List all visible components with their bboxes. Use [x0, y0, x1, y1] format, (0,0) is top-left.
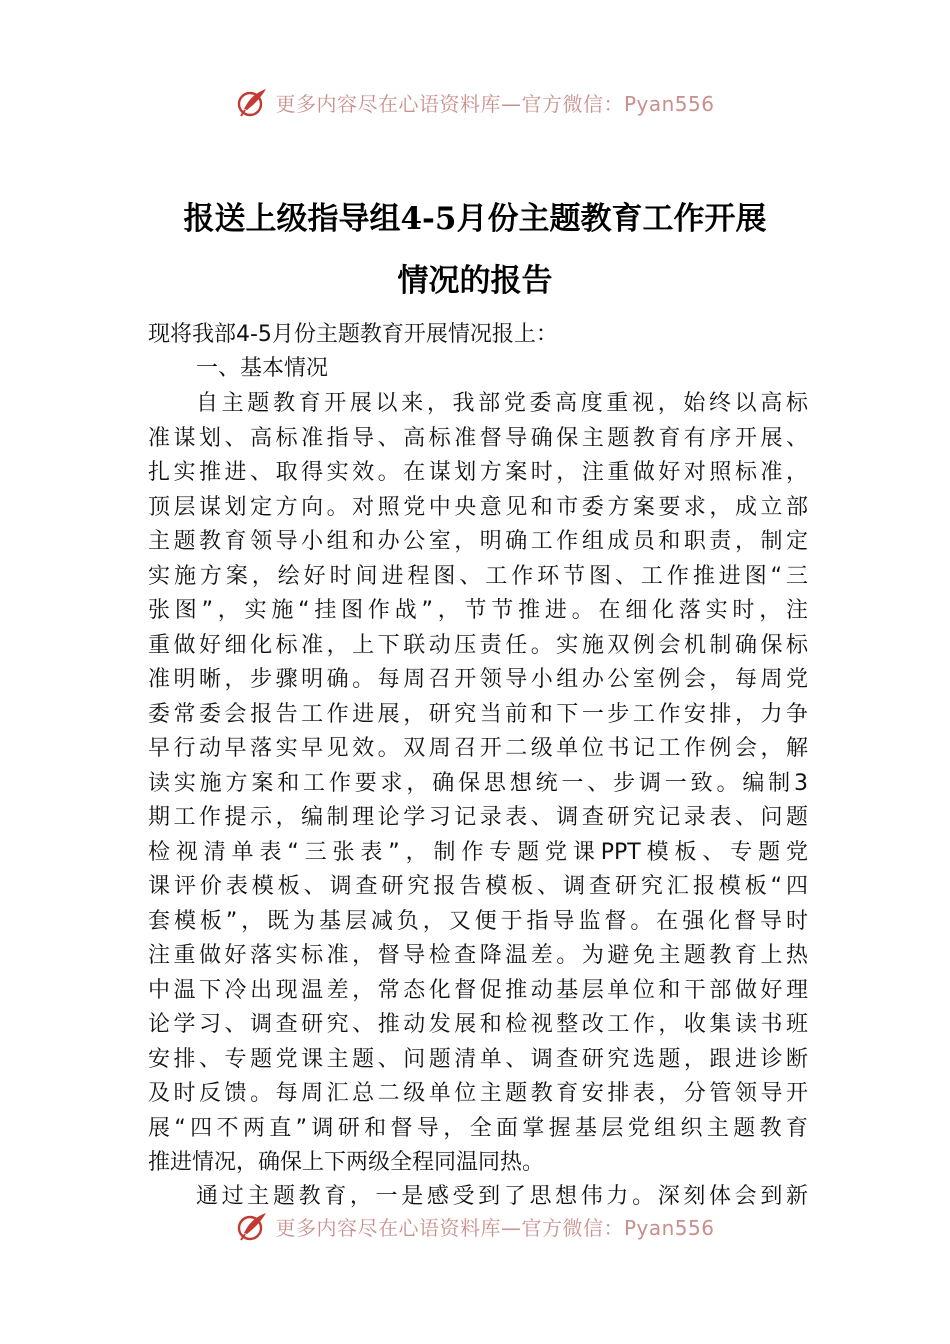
paragraph-line: 读实施方案和工作要求，确保思想统一、步调一致。编制3: [148, 770, 808, 796]
paragraph-basic-situation: [148, 387, 808, 1181]
document-title: [120, 188, 830, 312]
watermark-bottom: [0, 1206, 950, 1246]
quill-logo-icon: [235, 1209, 269, 1243]
paragraph-line: 实施方案，绘好时间进程图、工作环节图、工作推进图“三: [148, 563, 808, 589]
paragraph-line: 及时反馈。每周汇总二级单位主题教育安排表，分管领导开: [148, 1081, 808, 1106]
paragraph-line: 通过主题教育，一是感受到了思想伟力。深刻体会到新: [196, 1184, 808, 1209]
paragraph-line: 准明晰，步骤明确。每周召开领导小组办公室例会，每周党: [148, 667, 808, 692]
section-heading: 一、基本情况: [196, 356, 329, 381]
paragraph-line: 课评价表模板、调查研究报告模板、调查研究汇报模板“四: [148, 874, 808, 899]
paragraph-line: 注重做好落实标准，督导检查降温差。为避免主题教育上热: [148, 943, 808, 968]
title-line-1: 报送上级指导组4-5月份主题教育工作开展: [183, 201, 767, 237]
paragraph-line: 委常委会报告工作进展，研究当前和下一步工作安排，力争: [148, 701, 808, 727]
watermark-text: 更多内容尽在心语资料库—官方微信：Pyan556: [275, 91, 715, 116]
paragraph-line: 套模板”，既为基层减负，又便于指导监督。在强化督导时: [148, 908, 808, 934]
paragraph-line: 安排、专题党课主题、问题清单、调查研究选题，跟进诊断: [148, 1046, 808, 1072]
paragraph-line: 主题教育领导小组和办公室，明确工作组成员和职责，制定: [148, 529, 808, 554]
paragraph-line: 期工作提示，编制理论学习记录表、调查研究记录表、问题: [148, 805, 808, 830]
watermark-text: 更多内容尽在心语资料库—官方微信：Pyan556: [275, 1215, 715, 1240]
watermark-top: [0, 82, 950, 122]
quill-logo-icon: [235, 85, 269, 119]
paragraph-line: 重做好细化标准，上下联动压责任。实施双例会机制确保标: [148, 632, 808, 658]
paragraph-line: 准谋划、高标准指导、高标准督导确保主题教育有序开展、: [148, 425, 808, 451]
paragraph-line: 展“四不两直”调研和督导，全面掌握基层党组织主题教育: [148, 1115, 808, 1141]
paragraph-line: 中温下冷出现温差，常态化督促推动基层单位和干部做好理: [148, 977, 808, 1003]
paragraph-line: 自主题教育开展以来，我部党委高度重视，始终以高标: [196, 391, 808, 416]
paragraph-line: 推进情况，确保上下两级全程同温同热。: [148, 1150, 545, 1175]
title-line-2: 情况的报告: [397, 263, 553, 299]
intro-text: 现将我部4-5月份主题教育开展情况报上：: [148, 322, 558, 347]
paragraph-line: 早行动早落实早见效。双周召开二级单位书记工作例会，解: [148, 736, 808, 761]
paragraph-line: 扎实推进、取得实效。在谋划方案时，注重做好对照标准，: [148, 460, 808, 485]
paragraph-line: 论学习、调查研究、推动发展和检视整改工作，收集读书班: [148, 1012, 808, 1037]
paragraph-line: 检视清单表“三张表”，制作专题党课PPT模板、专题党: [148, 839, 808, 865]
paragraph-line: 顶层谋划定方向。对照党中央意见和市委方案要求，成立部: [148, 494, 808, 520]
paragraph-line: 张图”，实施“挂图作战”，节节推进。在细化落实时，注: [148, 598, 808, 623]
